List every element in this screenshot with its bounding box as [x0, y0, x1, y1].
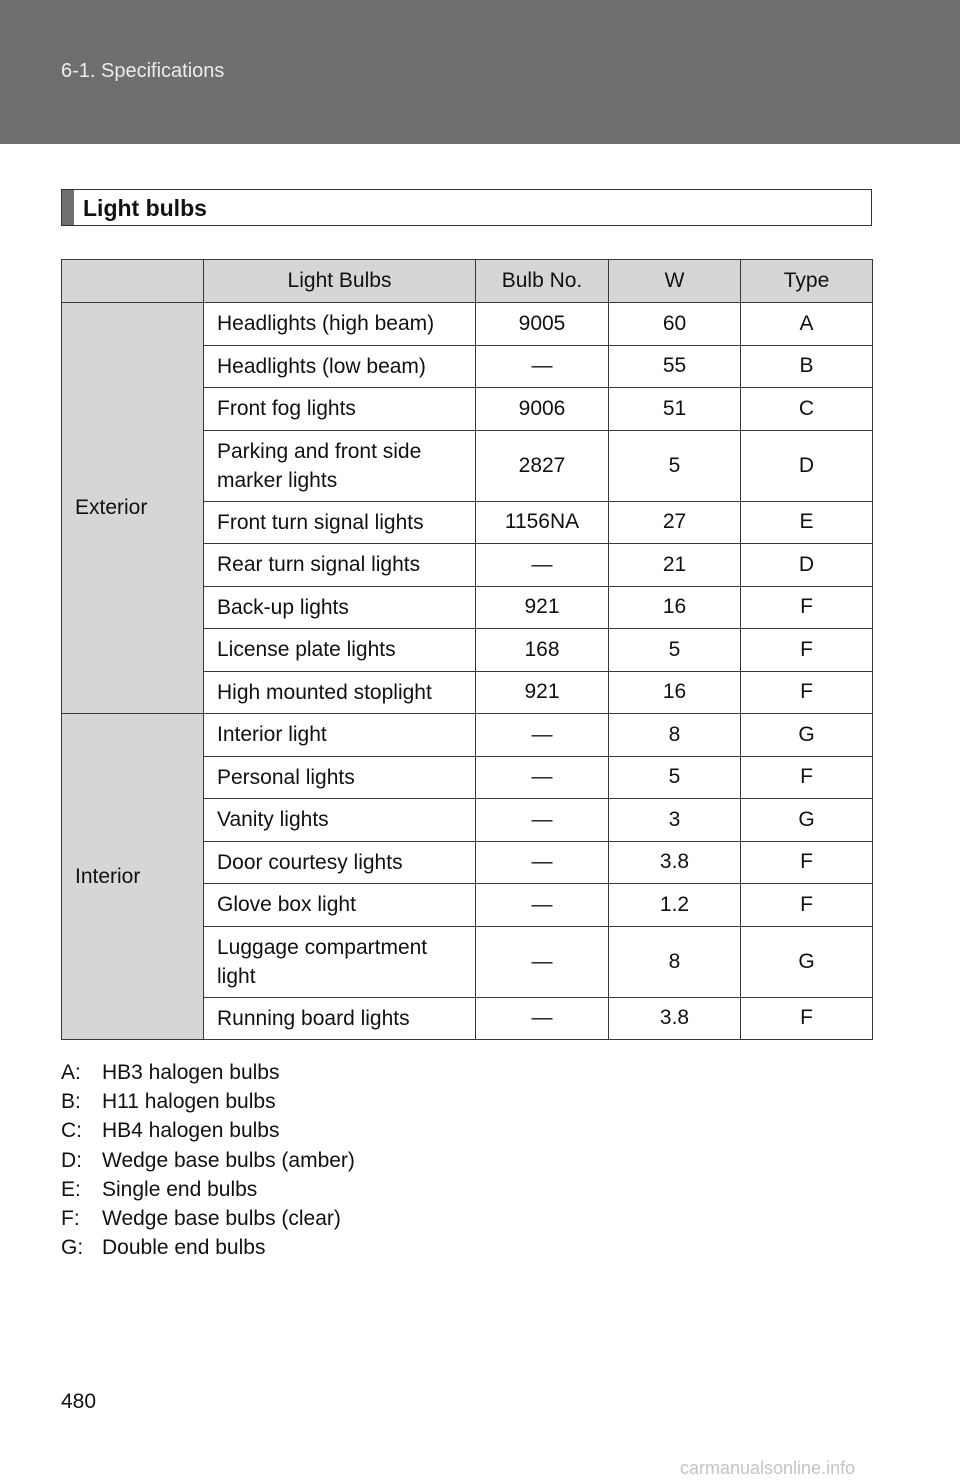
bulb-wattage: 21 [609, 544, 741, 587]
column-header-group [62, 260, 204, 303]
bulb-number: — [476, 544, 609, 587]
column-header-type: Type [741, 260, 873, 303]
legend-key: C: [61, 1119, 82, 1143]
bulb-name: High mounted stoplight [204, 671, 476, 714]
bulb-number: 921 [476, 671, 609, 714]
legend-key: B: [61, 1090, 81, 1114]
column-header-light-bulbs: Light Bulbs [204, 260, 476, 303]
bulb-name [204, 430, 476, 501]
legend-key: F: [61, 1207, 80, 1231]
bulb-number: — [476, 926, 609, 997]
bulb-name: Personal lights [204, 756, 476, 799]
table-header-row [62, 260, 873, 303]
column-header-w: W [609, 260, 741, 303]
bulb-number: — [476, 345, 609, 388]
bulb-type: D [741, 544, 873, 587]
bulb-type: B [741, 345, 873, 388]
section-marker [62, 190, 74, 225]
legend-item [61, 1058, 355, 1087]
bulb-number: 2827 [476, 430, 609, 501]
bulb-type: E [741, 501, 873, 544]
legend-item [61, 1146, 355, 1175]
bulb-number: 9006 [476, 388, 609, 431]
section-header [61, 189, 872, 226]
watermark: carmanualsonline.info [680, 1458, 856, 1478]
bulb-number: 921 [476, 586, 609, 629]
table-row [62, 714, 873, 757]
group-label-interior: Interior [62, 714, 204, 1040]
bulb-name: Glove box light [204, 884, 476, 927]
bulb-type: G [741, 799, 873, 842]
bulb-name: Door courtesy lights [204, 841, 476, 884]
bulb-type: A [741, 303, 873, 346]
legend-item [61, 1087, 355, 1116]
bulb-wattage: 16 [609, 671, 741, 714]
bulb-wattage: 3 [609, 799, 741, 842]
legend-text: Double end bulbs [102, 1236, 266, 1260]
bulb-type: F [741, 756, 873, 799]
legend-text: HB3 halogen bulbs [102, 1061, 280, 1084]
bulb-type: F [741, 997, 873, 1040]
bulb-name: Back-up lights [204, 586, 476, 629]
bulb-wattage: 1.2 [609, 884, 741, 927]
bulb-wattage: 3.8 [609, 841, 741, 884]
bulb-wattage: 8 [609, 926, 741, 997]
table-row [62, 303, 873, 346]
bulb-name: Headlights (high beam) [204, 303, 476, 346]
bulb-wattage: 27 [609, 501, 741, 544]
bulb-wattage: 16 [609, 586, 741, 629]
bulb-number: 9005 [476, 303, 609, 346]
bulb-wattage: 5 [609, 629, 741, 672]
bulb-name: Front turn signal lights [204, 501, 476, 544]
bulb-name-line: Parking and front side [217, 439, 422, 463]
bulb-type: D [741, 430, 873, 501]
bulb-number: — [476, 997, 609, 1040]
bulb-type: C [741, 388, 873, 431]
bulb-type: F [741, 671, 873, 714]
bulb-type-legend [61, 1058, 355, 1262]
bulb-type: G [741, 926, 873, 997]
legend-text: H11 halogen bulbs [102, 1090, 276, 1114]
bulb-name: Rear turn signal lights [204, 544, 476, 587]
bulb-wattage: 3.8 [609, 997, 741, 1040]
bulb-number: — [476, 799, 609, 842]
legend-key: E: [61, 1177, 81, 1201]
legend-item [61, 1233, 355, 1262]
bulb-number: 1156NA [476, 501, 609, 544]
bulb-name: License plate lights [204, 629, 476, 672]
legend-text: HB4 halogen bulbs [102, 1119, 280, 1143]
bulb-name-line: marker lights [217, 468, 338, 492]
bulb-name: Front fog lights [204, 388, 476, 431]
bulb-name-line: light [217, 964, 256, 988]
column-header-bulb-no: Bulb No. [476, 260, 609, 303]
light-bulbs-table [61, 259, 873, 1040]
bulb-wattage: 60 [609, 303, 741, 346]
legend-key: A: [61, 1061, 81, 1084]
legend-item [61, 1204, 355, 1233]
bulb-wattage: 5 [609, 430, 741, 501]
legend-text: Wedge base bulbs (amber) [102, 1148, 355, 1172]
bulb-number: — [476, 841, 609, 884]
page-header [0, 0, 960, 144]
legend-item [61, 1116, 355, 1145]
legend-item [61, 1175, 355, 1204]
legend-text: Wedge base bulbs (clear) [102, 1207, 341, 1231]
breadcrumb: 6-1. Specifications [61, 60, 225, 82]
page-number: 480 [61, 1390, 97, 1413]
legend-key: G: [61, 1236, 84, 1260]
bulb-name: Vanity lights [204, 799, 476, 842]
group-label-exterior: Exterior [62, 303, 204, 714]
bulb-name [204, 926, 476, 997]
bulb-type: F [741, 629, 873, 672]
bulb-type: F [741, 841, 873, 884]
bulb-wattage: 51 [609, 388, 741, 431]
bulb-number: — [476, 756, 609, 799]
bulb-type: F [741, 884, 873, 927]
bulb-number: — [476, 714, 609, 757]
bulb-name: Running board lights [204, 997, 476, 1040]
bulb-wattage: 5 [609, 756, 741, 799]
bulb-name: Interior light [204, 714, 476, 757]
bulb-type: G [741, 714, 873, 757]
bulb-name: Headlights (low beam) [204, 345, 476, 388]
section-title: Light bulbs [83, 195, 207, 221]
bulb-wattage: 55 [609, 345, 741, 388]
legend-text: Single end bulbs [102, 1177, 258, 1201]
bulb-number: 168 [476, 629, 609, 672]
bulb-type: F [741, 586, 873, 629]
bulb-number: — [476, 884, 609, 927]
bulb-name-line: Luggage compartment [217, 935, 428, 959]
legend-key: D: [61, 1148, 82, 1172]
bulb-wattage: 8 [609, 714, 741, 757]
